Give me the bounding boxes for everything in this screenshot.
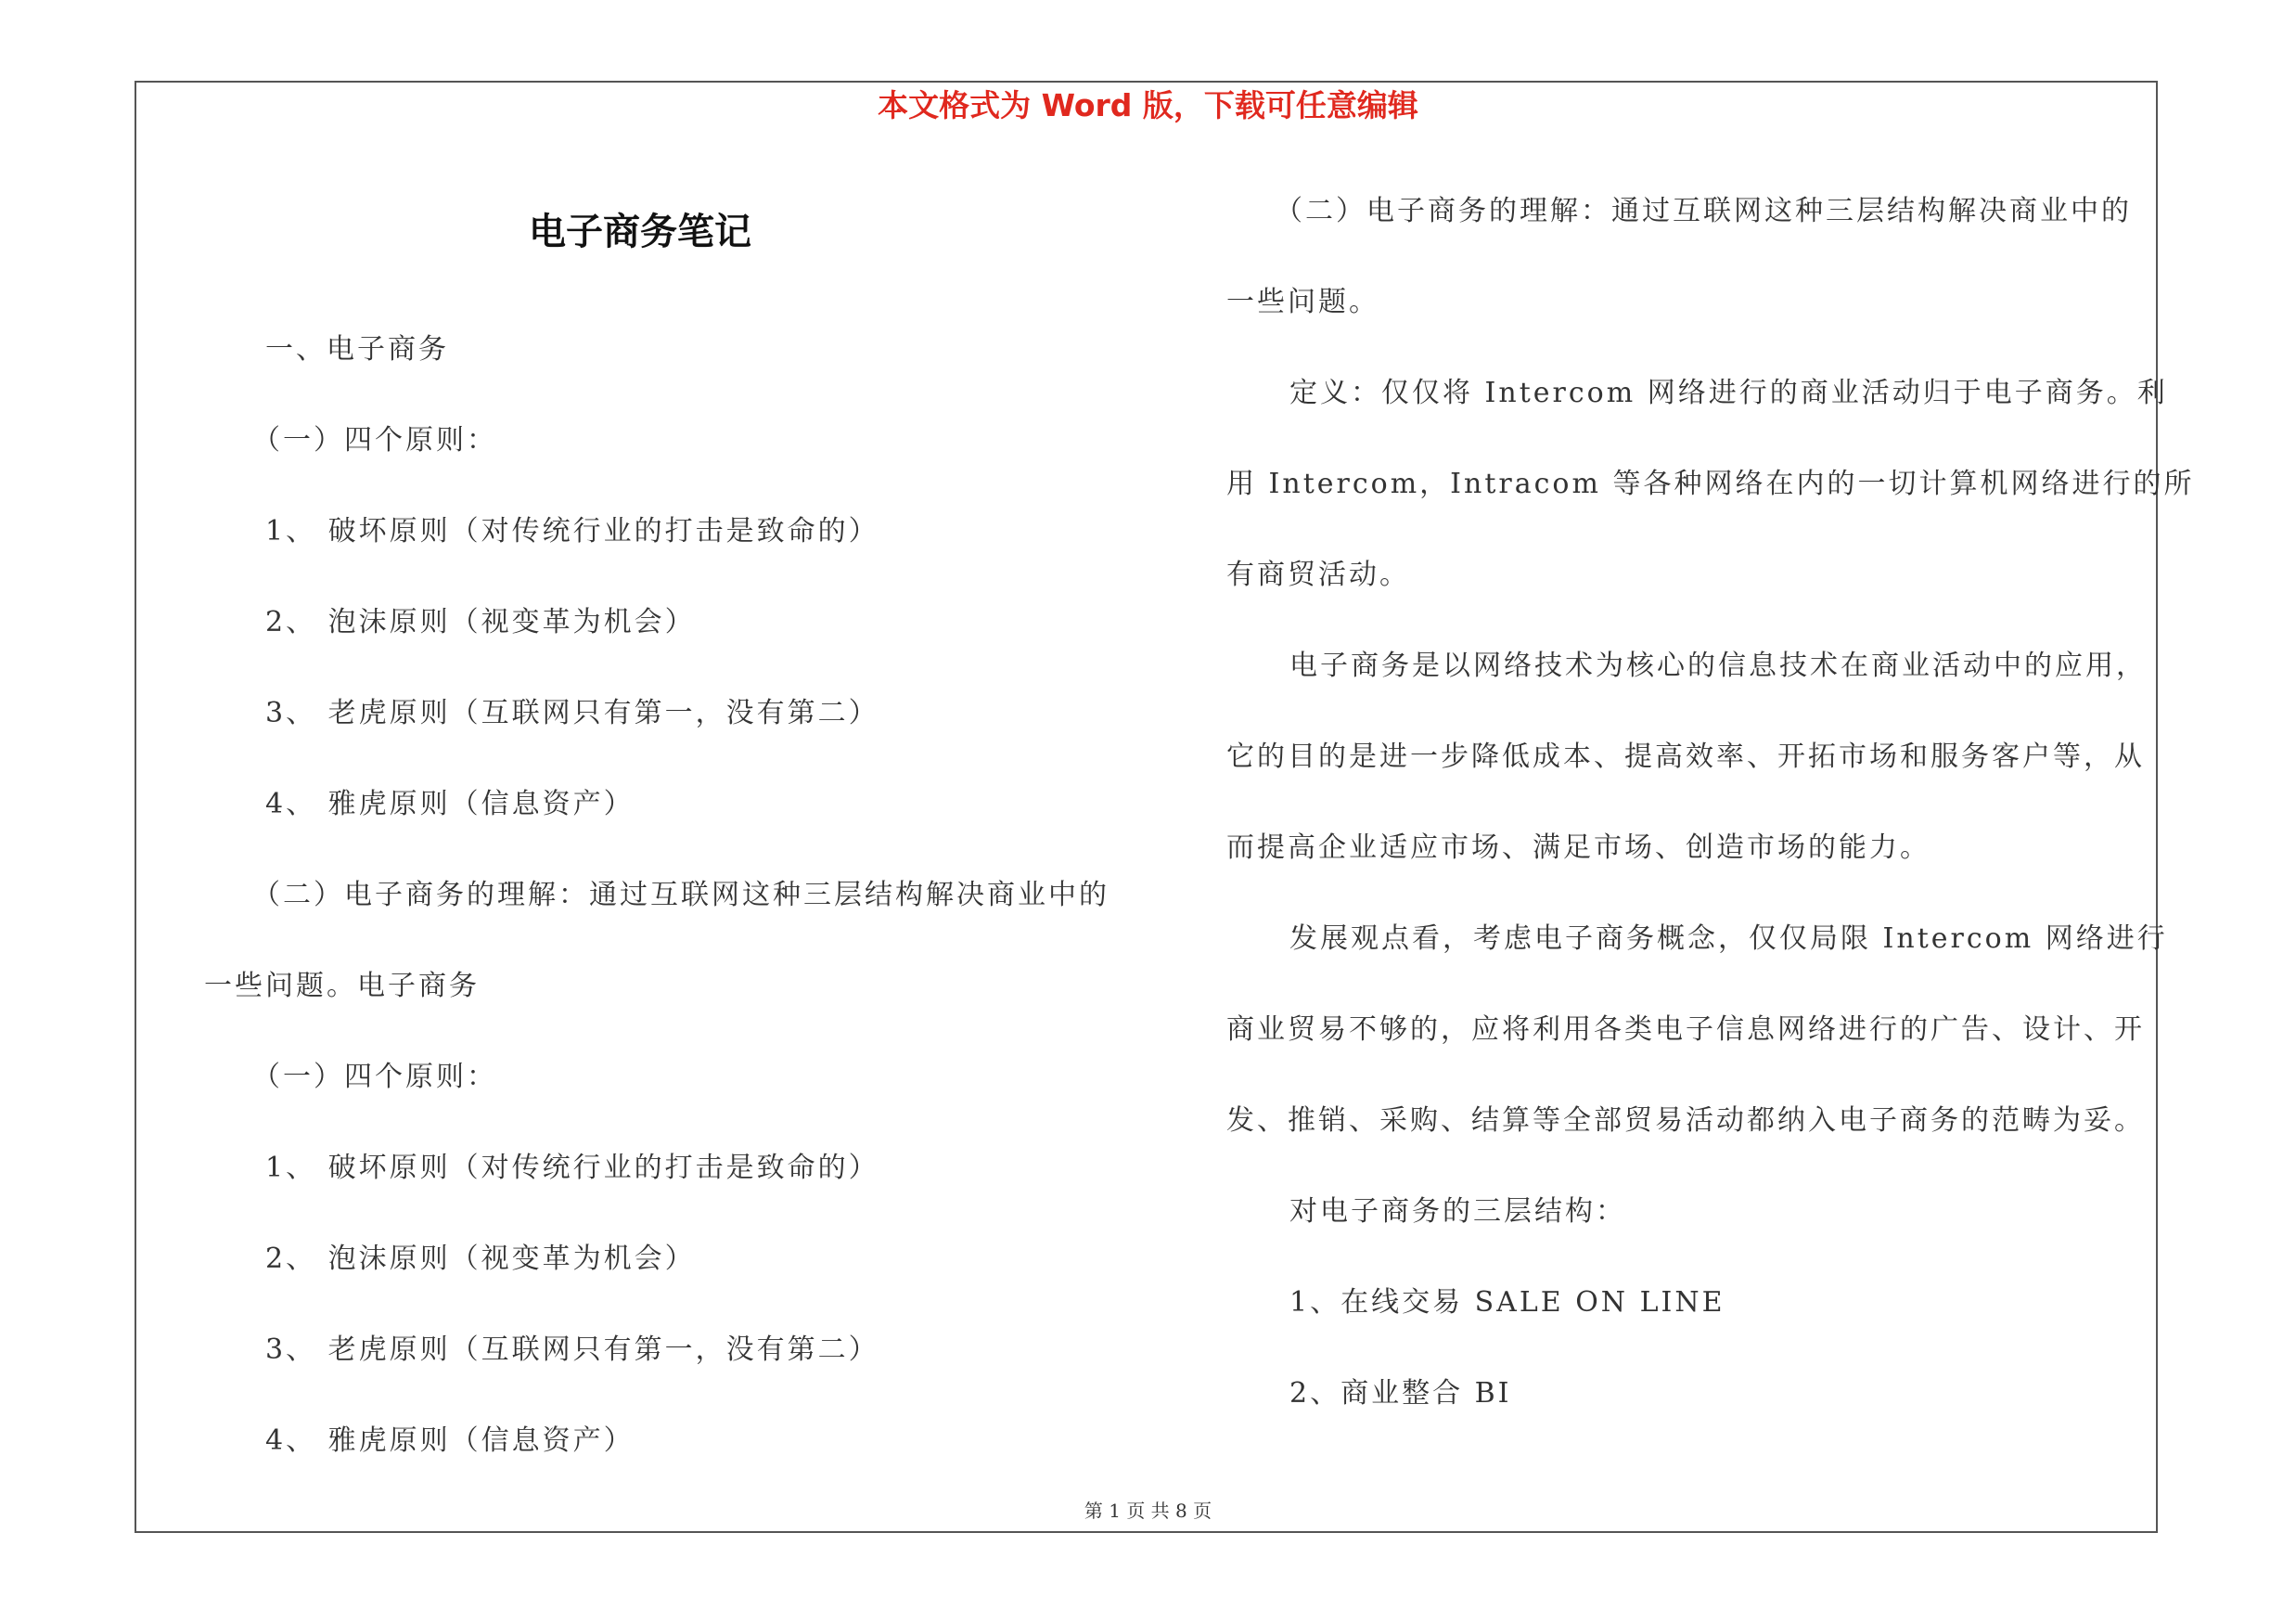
paragraph-line: 4、 雅虎原则（信息资产） xyxy=(265,1424,635,1457)
paragraph-line: 一些问题。 xyxy=(1226,286,1379,318)
paragraph-line: 它的目的是进一步降低成本、提高效率、开拓市场和服务客户等，从 xyxy=(1226,741,2145,773)
paragraph-line: 2、 泡沫原则（视变革为机会） xyxy=(265,606,696,638)
paragraph-line: 3、 老虎原则（互联网只有第一，没有第二） xyxy=(265,697,879,729)
paragraph-line: 发展观点看，考虑电子商务概念，仅仅局限 Intercom 网络进行 xyxy=(1289,922,2168,955)
paragraph-line: 3、 老虎原则（互联网只有第一，没有第二） xyxy=(265,1333,879,1366)
paragraph-line: 用 Intercom，Intracom 等各种网络在内的一切计算机网络进行的所 xyxy=(1226,468,2195,500)
paragraph-line: 而提高企业适应市场、满足市场、创造市场的能力。 xyxy=(1226,831,1930,864)
paragraph-line: 发、推销、采购、结算等全部贸易活动都纳入电子商务的范畴为妥。 xyxy=(1226,1104,2145,1137)
paragraph-line: 商业贸易不够的，应将利用各类电子信息网络进行的广告、设计、开 xyxy=(1226,1013,2145,1046)
paragraph-line: 1、 破坏原则（对传统行业的打击是致命的） xyxy=(265,1152,879,1184)
paragraph-line: 2、商业整合 BI xyxy=(1289,1377,1512,1410)
word-format-banner: 本文格式为 Word 版，下载可任意编辑 xyxy=(878,87,1418,123)
paragraph-line: 1、 破坏原则（对传统行业的打击是致命的） xyxy=(265,515,879,547)
document-title: 电子商务笔记 xyxy=(529,211,751,253)
paragraph-line: 一些问题。电子商务 xyxy=(204,970,480,1002)
paragraph-line: 有商贸活动。 xyxy=(1226,559,1410,591)
paragraph-line: （二）电子商务的理解：通过互联网这种三层结构解决商业中的 xyxy=(252,879,1110,911)
left-column xyxy=(204,304,1132,1487)
paragraph-line: 对电子商务的三层结构： xyxy=(1289,1195,1626,1228)
paragraph-line: （一）四个原则： xyxy=(252,424,497,457)
right-column xyxy=(1226,166,2195,1439)
paragraph-line: 定义：仅仅将 Intercom 网络进行的商业活动归于电子商务。利 xyxy=(1289,377,2168,409)
paragraph-line: 1、在线交易 SALE ON LINE xyxy=(1289,1286,1725,1319)
paragraph-line: 电子商务是以网络技术为核心的信息技术在商业活动中的应用， xyxy=(1289,650,2147,682)
paragraph-line: 一、电子商务 xyxy=(265,333,449,366)
paragraph-line: （一）四个原则： xyxy=(252,1061,497,1093)
paragraph-line: 4、 雅虎原则（信息资产） xyxy=(265,788,635,820)
page-footer: 第 1 页 共 8 页 xyxy=(1084,1500,1212,1522)
paragraph-line: （二）电子商务的理解：通过互联网这种三层结构解决商业中的 xyxy=(1275,195,2132,227)
paragraph-line: 2、 泡沫原则（视变革为机会） xyxy=(265,1243,696,1275)
